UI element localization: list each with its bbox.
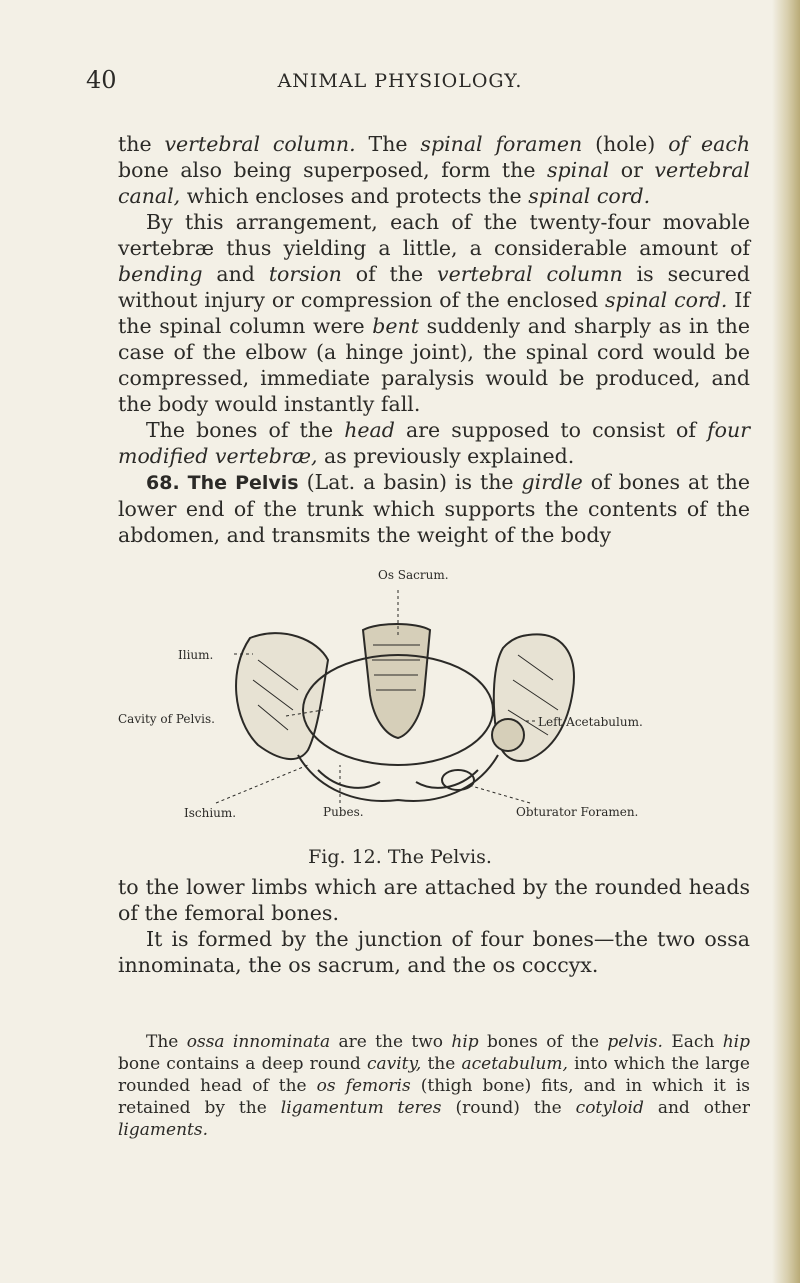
paragraph-lower-limbs: to the lower limbs which are attached by the rounded heads of the femoral bones.: [118, 875, 750, 925]
body-text-top: [118, 131, 750, 548]
label-cavity-of-pelvis: Cavity of Pelvis.: [118, 712, 215, 726]
label-ilium: Ilium.: [178, 648, 214, 662]
label-pubes: Pubes.: [323, 805, 364, 819]
paragraph-pelvis-section: 68. The Pelvis (Lat. a basin) is the girdle of bones at the lower end of the trunk which supports the contents of the abdomen, and transmits the weight of the body: [118, 470, 750, 547]
pelvis-illustration: [158, 560, 698, 842]
label-os-sacrum: Os Sacrum.: [378, 568, 449, 582]
body-text-bottom: [118, 874, 750, 978]
footnote-ossa-innominata: The ossa innominata are the two hip bones of the pelvis. Each hip bone contains a deep round cavity, the acetabulum, into which the large rounded head of the os femoris (thigh bone) fits, and in which it is retained by the ligamentum teres (round) the cotyloid and other ligaments.: [118, 1032, 750, 1140]
label-left-acetabulum: Left Acetabulum.: [538, 715, 643, 729]
running-title: ANIMAL PHYSIOLOGY.: [277, 70, 523, 92]
paragraph-head-bones: The bones of the head are supposed to consist of four modified vertebræ, as previously explained.: [118, 418, 750, 468]
page-edge-shadow: [772, 0, 800, 1283]
paragraph-bending-torsion: By this arrangement, each of the twenty-four movable vertebræ thus yielding a little, a considerable amount of bending and torsion of the vertebral column is secured without injury or compression of the enclosed spinal cord. If the spinal column were bent suddenly and sharply as in the case of the elbow (a hinge joint), the spinal cord would be compressed, immediate paralysis would be produced, and the body would instantly fall.: [118, 210, 751, 416]
label-obturator-foramen: Obturator Foramen.: [516, 805, 639, 819]
section-number: 68.: [146, 472, 180, 494]
page-number: 40: [86, 66, 117, 94]
pelvis-figure: [118, 560, 698, 842]
section-title: The Pelvis: [187, 472, 299, 494]
page-header: [0, 66, 800, 96]
figure-caption: Fig. 12. The Pelvis.: [308, 846, 492, 868]
paragraph-four-bones: It is formed by the junction of four bones—the two ossa innominata, the os sacrum, and the os coccyx.: [118, 927, 750, 977]
paragraph-spinal-canal: the vertebral column. The spinal foramen (hole) of each bone also being superposed, form the spinal or vertebral canal, which encloses and protects the spinal cord.: [118, 132, 751, 208]
label-ischium: Ischium.: [184, 806, 237, 820]
